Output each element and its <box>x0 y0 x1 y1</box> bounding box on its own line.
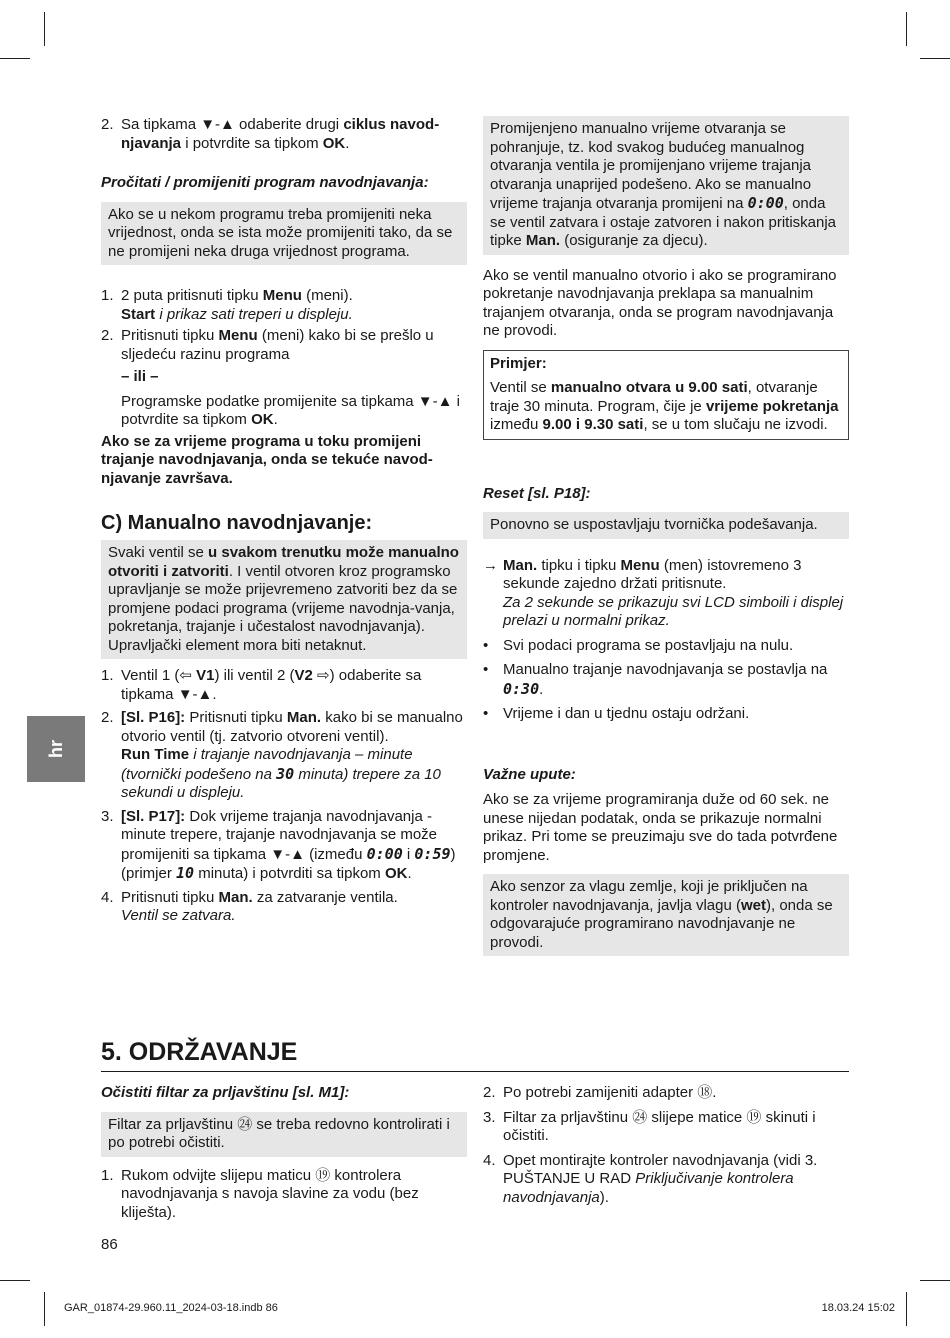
arrow-right-icon: → <box>483 556 498 574</box>
language-tab-label: hr <box>45 740 66 758</box>
item-text: i potvrdite sa tipkom <box>181 134 323 152</box>
right-column <box>483 116 849 956</box>
subheading-important: Važne upute: <box>483 765 576 783</box>
note-bold: wet <box>740 896 766 914</box>
example-text: između <box>490 416 543 433</box>
maintenance-left <box>101 1084 467 1222</box>
note-text: Ako senzor za vlagu zemlje, koji je priključen na kontroler navodnjavanja, javlja vlagu ( <box>490 878 808 914</box>
example-bold: manualno otvara u 9.00 sati <box>550 379 748 396</box>
note-box: Ako se u nekom programu treba promijeniti neka vrijednost, onda se ista može promijeniti tako, da se ne promijeni neka druga vrijednost programa. <box>101 202 467 266</box>
list-item <box>483 1152 849 1208</box>
maintenance-right <box>483 1084 849 1207</box>
item-text: i <box>402 845 415 863</box>
note-text: , onda se ventil zatvara i ostaje zatvoren i nakon pritiskanja tipke <box>490 195 837 249</box>
item-text: Sa tipkama ▼-▲ odaberite drugi <box>121 116 344 133</box>
or-separator: – ili – <box>121 368 159 385</box>
item-text: Po potrebi zamijeniti adapter ⑱. <box>503 1084 717 1101</box>
item-number: 3. <box>483 1108 496 1126</box>
item-text: za zatvaranje ventila. <box>252 888 398 906</box>
item-text: ) (primjer <box>121 845 456 882</box>
item-bold: OK <box>251 411 274 428</box>
note-text: Svaki ventil se <box>108 544 209 561</box>
item-bold: Menu <box>218 327 258 344</box>
list-item <box>101 667 467 704</box>
lcd-value: 30 <box>276 764 295 783</box>
language-tab <box>27 716 85 782</box>
item-number: 1. <box>101 1166 114 1184</box>
note-box: Filtar za prljavštinu ㉔ se treba redovno kontrolirati i po potrebi očistiti. <box>101 1112 467 1157</box>
subheading-read-program: Pročitati / promijeniti program navodnjavanja: <box>101 174 429 191</box>
footer-date: 18.03.24 15:02 <box>821 1302 895 1314</box>
item-bold: V2 <box>294 667 318 684</box>
item-bold: Run Time <box>121 746 190 763</box>
crop-mark <box>44 1292 45 1326</box>
crop-mark <box>0 58 30 59</box>
heading-maintenance: 5. ODRŽAVANJE <box>101 1038 298 1066</box>
item-text: ) ili ventil 2 ( <box>214 667 295 684</box>
footer-file-info: GAR_01874-29.960.11_2024-03-18.indb 86 <box>64 1302 278 1314</box>
crop-mark <box>906 12 907 46</box>
lcd-value: 0:00 <box>366 844 403 863</box>
list-item <box>101 327 467 430</box>
heading-manual: C) Manualno navodnjavanje: <box>101 512 373 534</box>
example-box <box>483 350 849 440</box>
list-item <box>101 709 467 803</box>
list-item <box>101 1167 467 1223</box>
item-text: Filtar za prljavštinu ㉔ slijepe matice ⑲ skinuti i očistiti. <box>503 1108 816 1144</box>
lcd-value: 0:30 <box>503 679 540 698</box>
item-text: minuta) i potvrditi sa tipkom <box>194 865 385 882</box>
item-bold: OK <box>322 134 346 152</box>
note-text: ), onda se odgovarajuće programirano navodnjavanje ne provodi. <box>490 896 833 951</box>
list-item <box>483 637 849 656</box>
bullet-icon: • <box>483 661 489 678</box>
item-number: 1. <box>101 667 114 684</box>
example-text: , se u tom slučaju ne izvodi. <box>643 416 828 433</box>
item-bold: Man. <box>286 709 322 726</box>
item-italic: Priključivanje kontrolera navodnjavanja <box>503 1170 794 1206</box>
example-bold: 9.00 i 9.30 sati <box>542 416 644 433</box>
example-bold: vrijeme pokretanja <box>705 397 839 415</box>
item-bold: OK <box>384 865 408 882</box>
item-text: Opet montirajte kontroler navodnjavanja (vidi 3. PUŠTANJE U RAD <box>503 1151 818 1187</box>
item-text: (meni). <box>301 287 353 304</box>
item-number: 2. <box>101 116 114 133</box>
crop-mark <box>0 1280 30 1281</box>
list-item <box>483 661 849 699</box>
item-bold: Man. <box>503 556 538 574</box>
item-text: . <box>539 680 544 698</box>
item-text: 2 puta pritisnuti tipku <box>121 287 263 304</box>
item-text: Svi podaci programa se postavljaju na nulu. <box>503 636 794 654</box>
list-item <box>483 1109 849 1146</box>
item-bold: Menu <box>262 287 302 304</box>
list-item <box>483 1084 849 1103</box>
item-text: . <box>273 411 278 428</box>
item-italic: Ventil se zatvara. <box>121 907 236 924</box>
example-text: Ventil se <box>490 379 551 396</box>
note-text: (osiguranje za djecu). <box>560 232 708 249</box>
item-number: 2. <box>101 327 114 344</box>
item-bold: [Sl. P16]: <box>121 709 186 726</box>
list-item <box>483 557 849 631</box>
crop-mark <box>920 1280 950 1281</box>
arrow-right-icon: ⇨ <box>317 667 330 684</box>
item-bold: Start <box>121 305 156 323</box>
item-text: Pritisnuti tipku <box>121 327 219 344</box>
divider <box>101 1071 849 1072</box>
bold-note: Ako se za vrijeme programa u toku promijeni trajanje navodnjavanja, onda se tekuće navodnjavanje završava. <box>101 432 433 487</box>
item-number: 4. <box>483 1151 496 1169</box>
left-column <box>101 116 467 926</box>
item-text: tipku i tipku <box>537 556 621 574</box>
item-bold: ciklus navodnjavanja <box>121 116 440 152</box>
item-bold: Man. <box>218 888 253 906</box>
lcd-value: 0:00 <box>747 194 784 212</box>
lcd-value: 10 <box>176 864 195 882</box>
item-number: 3. <box>101 807 114 825</box>
list-item <box>101 287 467 324</box>
item-text: Rukom odvijte slijepu maticu ⑲ kontrolera navodnjavanja s navoja slavine za vodu (bez kliješta). <box>121 1166 419 1221</box>
item-text: Manualno trajanje navodnjavanja se postavlja na <box>503 661 828 678</box>
item-number: 2. <box>483 1084 496 1101</box>
page-number: 86 <box>101 1236 118 1253</box>
item-text: Pritisnuti tipku <box>185 709 287 726</box>
item-text: (meni) kako bi se prešlo u sljedeću razinu programa <box>121 327 434 363</box>
item-text: ) odaberite sa tipkama ▼-▲. <box>121 667 422 703</box>
item-text: . <box>407 865 412 882</box>
note-box <box>483 116 849 255</box>
note-bold: Man. <box>525 232 561 249</box>
list-item <box>101 116 467 153</box>
item-text: ). <box>599 1188 609 1206</box>
paragraph: Ako se ventil manualno otvorio i ako se programirano pokretanje navodnjavanja preklapa sa manualnim trajanjem otvaranja, onda se program navodnjavanja ne provodi. <box>483 266 837 339</box>
item-text: Programske podatke promijenite sa tipkama ▼-▲ i potvrdite sa tipkom <box>121 392 460 428</box>
paragraph: Ako se za vrijeme programiranja duže od 60 sek. ne unese nijedan podatak, onda se prikazuje normalni prikaz. Pri tome se preuzimaju sve do tada potvrđene promjene. <box>483 791 838 864</box>
note-text: . I ventil otvoren kroz programsko upravljanje se može prijevremeno zatvoriti bez da se promjene podaci programa (vrijeme navodnja-vanja, pokretanja, trajanje i učestalost navodnjavanja). Upravljački element mora biti netaknut. <box>108 562 458 654</box>
note-text: Promijenjeno manualno vrijeme otvaranja se pohranjuje, tz. kod svakog budućeg manualnog otvaranja ventila je promijenjano vrijeme trajanja otvaranja unaprijed podešeno. Ako se manualno vrijeme trajanja otvaranja promijeni na <box>490 120 812 212</box>
list-item <box>483 705 849 724</box>
bullet-icon: • <box>483 705 489 722</box>
item-italic: i trajanje navodnjavanja – minute (tvornički podešeno na <box>121 746 413 783</box>
crop-mark <box>906 1292 907 1326</box>
subheading-reset: Reset [sl. P18]: <box>483 484 591 502</box>
example-title: Primjer: <box>490 354 547 372</box>
example-text: , otvaranje traje 30 minuta. Program, čije je <box>490 379 818 415</box>
note-box <box>101 540 467 659</box>
item-text: Vrijeme i dan u tjednu ostaju održani. <box>503 705 750 722</box>
item-text: (men) istovremeno 3 sekunde zajedno držati pritisnute. <box>503 556 802 592</box>
item-number: 1. <box>101 287 114 304</box>
item-number: 2. <box>101 709 114 726</box>
item-italic: minuta) trepere za 10 sekundi u displeju. <box>121 765 441 801</box>
item-text: kako bi se manualno otvorio ventil (tj. zatvorio otvoreni ventil). <box>121 709 463 745</box>
item-italic: i prikaz sati treperi u displeju. <box>155 305 353 323</box>
item-bold: V1 <box>191 667 215 684</box>
arrow-left-icon: ⇦ <box>179 667 192 684</box>
crop-mark <box>44 12 45 46</box>
list-item <box>101 808 467 884</box>
note-box <box>483 874 849 956</box>
item-text: . <box>345 134 350 152</box>
item-text: Pritisnuti tipku <box>121 888 219 906</box>
note-bold: u svakom trenutku može manualno otvoriti i zatvoriti <box>108 544 459 580</box>
item-text: Dok vrijeme trajanja navodnjavanja - minute trepere, trajanje navodnjavanja se može promijeniti sa tipkama ▼-▲ (između <box>121 807 438 863</box>
subheading-filter: Očistiti filtar za prljavštinu [sl. M1]: <box>101 1084 350 1101</box>
bullet-icon: • <box>483 636 489 654</box>
lcd-value: 0:59 <box>414 844 451 863</box>
item-number: 4. <box>101 888 114 906</box>
item-bold: Menu <box>620 556 660 574</box>
list-item <box>101 889 467 926</box>
item-bold: [Sl. P17]: <box>121 807 186 825</box>
crop-mark <box>920 58 950 59</box>
note-box: Ponovno se uspostavljaju tvornička podešavanja. <box>483 512 849 539</box>
item-italic: Za 2 sekunde se prikazuju svi LCD simboili i displej prelazi u normalni prikaz. <box>503 593 844 629</box>
item-text: Ventil 1 ( <box>121 667 180 684</box>
